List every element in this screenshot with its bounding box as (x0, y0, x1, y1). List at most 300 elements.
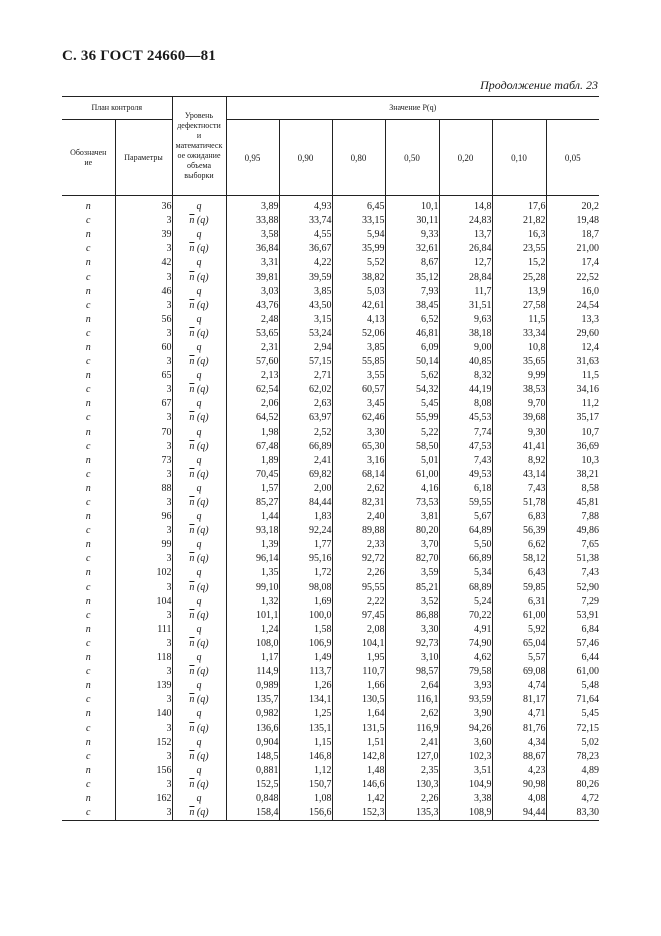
value-cell: 17,4 (546, 256, 599, 270)
table-row (62, 299, 599, 313)
value-cell: 27,58 (492, 299, 546, 313)
value-cell: 39,81 (226, 270, 279, 284)
symbol-cell: n (85, 454, 91, 466)
value-cell: 30,11 (385, 214, 439, 228)
value-cell: 108,0 (226, 637, 279, 651)
value-cell: 1,66 (332, 679, 385, 693)
level-cell: $\overline{n}$ (q) (172, 778, 226, 792)
value-cell: 16,0 (546, 285, 599, 299)
value-cell: 47,53 (439, 440, 492, 454)
value-cell: 95,16 (279, 552, 332, 566)
value-cell: 13,3 (546, 313, 599, 327)
p-column-header: 0,95 (226, 120, 279, 196)
value-cell: 116,1 (385, 693, 439, 707)
value-cell: 93,18 (226, 524, 279, 538)
value-cell: 62,46 (332, 411, 385, 425)
value-cell: 18,7 (546, 228, 599, 242)
value-cell: 79,58 (439, 665, 492, 679)
value-cell: 57,15 (279, 355, 332, 369)
value-cell: 53,65 (226, 327, 279, 341)
value-cell: 5,02 (546, 736, 599, 750)
value-cell: 64,89 (439, 524, 492, 538)
value-cell: 1,26 (279, 679, 332, 693)
value-cell: 11,2 (546, 397, 599, 411)
symbol-cell: c (86, 750, 91, 762)
value-cell: 36,84 (226, 242, 279, 256)
table-row (62, 524, 599, 538)
symbol-cell: n (85, 285, 91, 297)
symbol-cell: c (86, 666, 91, 678)
value-cell: 49,53 (439, 468, 492, 482)
value-cell: 1,35 (226, 566, 279, 580)
symbol-cell: n (85, 539, 91, 551)
value-cell: 68,14 (332, 468, 385, 482)
param-cell: 3 (115, 524, 172, 538)
table-row (62, 383, 599, 397)
value-cell: 65,04 (492, 637, 546, 651)
value-cell: 146,6 (332, 778, 385, 792)
value-header: Значение P(q) (226, 97, 599, 120)
value-cell: 38,53 (492, 383, 546, 397)
value-cell: 3,60 (439, 736, 492, 750)
value-cell: 33,34 (492, 327, 546, 341)
value-cell: 0,848 (226, 792, 279, 806)
level-cell: $\overline{n}$ (q) (172, 524, 226, 538)
value-cell: 110,7 (332, 665, 385, 679)
table-row (62, 679, 599, 693)
value-cell: 38,45 (385, 299, 439, 313)
value-cell: 2,33 (332, 538, 385, 552)
param-cell: 118 (115, 651, 172, 665)
value-cell: 34,16 (546, 383, 599, 397)
p-column-header: 0,20 (439, 120, 492, 196)
symbol-cell: n (85, 257, 91, 269)
value-cell: 1,42 (332, 792, 385, 806)
level-cell: $\overline{n}$ (q) (172, 299, 226, 313)
level-cell: $\overline{n}$ (q) (172, 609, 226, 623)
param-cell: 3 (115, 411, 172, 425)
level-cell: q (172, 510, 226, 524)
param-cell: 88 (115, 482, 172, 496)
value-cell: 7,43 (492, 482, 546, 496)
value-cell: 3,81 (385, 510, 439, 524)
symbol-cell: c (86, 243, 91, 255)
param-cell: 56 (115, 313, 172, 327)
level-cell: q (172, 341, 226, 355)
level-cell: q (172, 397, 226, 411)
value-cell: 74,90 (439, 637, 492, 651)
level-cell: $\overline{n}$ (q) (172, 440, 226, 454)
value-cell: 24,54 (546, 299, 599, 313)
value-cell: 3,55 (332, 369, 385, 383)
value-cell: 13,9 (492, 285, 546, 299)
value-cell: 2,31 (226, 341, 279, 355)
value-cell: 8,32 (439, 369, 492, 383)
value-cell: 10,3 (546, 454, 599, 468)
value-cell: 3,30 (385, 623, 439, 637)
table-row (62, 581, 599, 595)
table-row (62, 285, 599, 299)
value-cell: 1,49 (279, 651, 332, 665)
value-cell: 25,28 (492, 270, 546, 284)
symbol-cell: c (86, 271, 91, 283)
param-cell: 39 (115, 228, 172, 242)
value-cell: 69,08 (492, 665, 546, 679)
value-cell: 5,34 (439, 566, 492, 580)
value-cell: 1,44 (226, 510, 279, 524)
value-cell: 1,89 (226, 454, 279, 468)
value-cell: 94,26 (439, 721, 492, 735)
value-cell: 78,23 (546, 750, 599, 764)
param-cell: 46 (115, 285, 172, 299)
level-cell: q (172, 792, 226, 806)
value-cell: 11,5 (546, 369, 599, 383)
value-cell: 90,98 (492, 778, 546, 792)
symbol-cell: n (85, 511, 91, 523)
value-cell: 61,00 (492, 609, 546, 623)
value-cell: 2,22 (332, 595, 385, 609)
value-cell: 70,22 (439, 609, 492, 623)
value-cell: 6,83 (492, 510, 546, 524)
value-cell: 62,02 (279, 383, 332, 397)
value-cell: 60,57 (332, 383, 385, 397)
value-cell: 45,53 (439, 411, 492, 425)
value-cell: 20,2 (546, 196, 599, 215)
table-row (62, 214, 599, 228)
value-cell: 5,62 (385, 369, 439, 383)
value-cell: 104,9 (439, 778, 492, 792)
level-cell: q (172, 196, 226, 215)
value-cell: 3,45 (332, 397, 385, 411)
table-row (62, 196, 599, 215)
table-row (62, 369, 599, 383)
value-cell: 62,54 (226, 383, 279, 397)
value-cell: 19,48 (546, 214, 599, 228)
value-cell: 59,85 (492, 581, 546, 595)
value-cell: 1,48 (332, 764, 385, 778)
level-cell: $\overline{n}$ (q) (172, 665, 226, 679)
param-cell: 3 (115, 496, 172, 510)
value-cell: 53,24 (279, 327, 332, 341)
value-cell: 4,91 (439, 623, 492, 637)
param-cell: 3 (115, 214, 172, 228)
value-cell: 57,46 (546, 637, 599, 651)
value-cell: 85,27 (226, 496, 279, 510)
table-row (62, 228, 599, 242)
symbol-cell: c (86, 327, 91, 339)
value-cell: 1,77 (279, 538, 332, 552)
value-cell: 35,17 (546, 411, 599, 425)
value-cell: 11,5 (492, 313, 546, 327)
symbol-cell: n (85, 595, 91, 607)
value-cell: 2,41 (279, 454, 332, 468)
level-cell: q (172, 764, 226, 778)
value-cell: 21,82 (492, 214, 546, 228)
value-cell: 2,71 (279, 369, 332, 383)
symbol-cell: n (85, 764, 91, 776)
value-cell: 1,17 (226, 651, 279, 665)
value-cell: 0,904 (226, 736, 279, 750)
value-cell: 135,3 (385, 806, 439, 821)
param-cell: 42 (115, 256, 172, 270)
value-cell: 38,21 (546, 468, 599, 482)
param-cell: 3 (115, 440, 172, 454)
value-cell: 0,881 (226, 764, 279, 778)
symbol-cell: n (85, 567, 91, 579)
value-cell: 68,89 (439, 581, 492, 595)
value-cell: 85,21 (385, 581, 439, 595)
value-cell: 14,8 (439, 196, 492, 215)
symbol-cell: n (85, 652, 91, 664)
value-cell: 4,93 (279, 196, 332, 215)
value-cell: 82,31 (332, 496, 385, 510)
level-cell: $\overline{n}$ (q) (172, 637, 226, 651)
value-cell: 24,83 (439, 214, 492, 228)
value-cell: 52,90 (546, 581, 599, 595)
value-cell: 4,34 (492, 736, 546, 750)
level-cell: q (172, 369, 226, 383)
value-cell: 3,90 (439, 707, 492, 721)
table-row (62, 778, 599, 792)
table-row (62, 707, 599, 721)
value-cell: 2,13 (226, 369, 279, 383)
symbol-cell: c (86, 637, 91, 649)
value-cell: 39,68 (492, 411, 546, 425)
value-cell: 9,30 (492, 426, 546, 440)
value-cell: 1,24 (226, 623, 279, 637)
symbol-cell: c (86, 694, 91, 706)
data-table (62, 96, 599, 821)
value-cell: 2,63 (279, 397, 332, 411)
value-cell: 1,51 (332, 736, 385, 750)
value-cell: 4,71 (492, 707, 546, 721)
symbol-cell: n (85, 313, 91, 325)
param-cell: 99 (115, 538, 172, 552)
symbol-cell: n (85, 229, 91, 241)
value-cell: 3,51 (439, 764, 492, 778)
value-cell: 49,86 (546, 524, 599, 538)
value-cell: 92,72 (332, 552, 385, 566)
value-cell: 1,39 (226, 538, 279, 552)
value-cell: 50,14 (385, 355, 439, 369)
value-cell: 38,82 (332, 270, 385, 284)
value-cell: 29,60 (546, 327, 599, 341)
value-cell: 113,7 (279, 665, 332, 679)
value-cell: 57,60 (226, 355, 279, 369)
value-cell: 80,20 (385, 524, 439, 538)
value-cell: 5,24 (439, 595, 492, 609)
value-cell: 3,16 (332, 454, 385, 468)
level-cell: $\overline{n}$ (q) (172, 806, 226, 821)
value-cell: 69,82 (279, 468, 332, 482)
value-cell: 0,989 (226, 679, 279, 693)
value-cell: 1,98 (226, 426, 279, 440)
value-cell: 130,5 (332, 693, 385, 707)
param-cell: 3 (115, 806, 172, 821)
value-cell: 13,7 (439, 228, 492, 242)
value-cell: 61,00 (546, 665, 599, 679)
value-cell: 1,12 (279, 764, 332, 778)
value-cell: 92,73 (385, 637, 439, 651)
value-cell: 10,1 (385, 196, 439, 215)
symbol-header: Обозначение (70, 147, 107, 167)
symbol-cell: n (85, 736, 91, 748)
param-cell: 3 (115, 693, 172, 707)
param-cell: 3 (115, 609, 172, 623)
value-cell: 6,43 (492, 566, 546, 580)
value-cell: 114,9 (226, 665, 279, 679)
value-cell: 10,7 (546, 426, 599, 440)
level-cell: $\overline{n}$ (q) (172, 721, 226, 735)
table-row (62, 313, 599, 327)
table-row (62, 468, 599, 482)
value-cell: 6,09 (385, 341, 439, 355)
symbol-cell: c (86, 468, 91, 480)
table-row (62, 510, 599, 524)
value-cell: 66,89 (439, 552, 492, 566)
param-cell: 3 (115, 581, 172, 595)
value-cell: 26,84 (439, 242, 492, 256)
table-row (62, 806, 599, 821)
table-row (62, 496, 599, 510)
symbol-cell: n (85, 623, 91, 635)
value-cell: 3,70 (385, 538, 439, 552)
value-cell: 7,43 (546, 566, 599, 580)
table-row (62, 270, 599, 284)
table-row (62, 327, 599, 341)
value-cell: 142,8 (332, 750, 385, 764)
symbol-cell: n (85, 482, 91, 494)
table-row (62, 623, 599, 637)
value-cell: 2,94 (279, 341, 332, 355)
value-cell: 98,57 (385, 665, 439, 679)
table-row (62, 341, 599, 355)
value-cell: 21,00 (546, 242, 599, 256)
value-cell: 92,24 (279, 524, 332, 538)
value-cell: 4,13 (332, 313, 385, 327)
param-cell: 3 (115, 270, 172, 284)
value-cell: 58,12 (492, 552, 546, 566)
param-cell: 3 (115, 778, 172, 792)
value-cell: 131,5 (332, 721, 385, 735)
param-cell: 102 (115, 566, 172, 580)
value-cell: 6,31 (492, 595, 546, 609)
value-cell: 38,18 (439, 327, 492, 341)
value-cell: 96,14 (226, 552, 279, 566)
table-row (62, 355, 599, 369)
value-cell: 4,08 (492, 792, 546, 806)
value-cell: 8,92 (492, 454, 546, 468)
value-cell: 7,29 (546, 595, 599, 609)
param-cell: 3 (115, 355, 172, 369)
param-cell: 3 (115, 750, 172, 764)
param-cell: 3 (115, 242, 172, 256)
value-cell: 3,03 (226, 285, 279, 299)
value-cell: 86,88 (385, 609, 439, 623)
value-cell: 1,08 (279, 792, 332, 806)
table-row (62, 242, 599, 256)
value-cell: 8,08 (439, 397, 492, 411)
table-row (62, 750, 599, 764)
value-cell: 17,6 (492, 196, 546, 215)
symbol-cell: c (86, 384, 91, 396)
param-cell: 152 (115, 736, 172, 750)
value-cell: 5,45 (546, 707, 599, 721)
value-cell: 23,55 (492, 242, 546, 256)
value-cell: 106,9 (279, 637, 332, 651)
level-cell: q (172, 623, 226, 637)
symbol-cell: c (86, 525, 91, 537)
value-cell: 39,59 (279, 270, 332, 284)
symbol-cell: c (86, 778, 91, 790)
value-cell: 101,1 (226, 609, 279, 623)
value-cell: 33,74 (279, 214, 332, 228)
value-cell: 12,7 (439, 256, 492, 270)
value-cell: 22,52 (546, 270, 599, 284)
level-cell: $\overline{n}$ (q) (172, 411, 226, 425)
value-cell: 31,51 (439, 299, 492, 313)
symbol-cell: c (86, 609, 91, 621)
value-cell: 2,26 (385, 792, 439, 806)
param-cell: 104 (115, 595, 172, 609)
value-cell: 36,67 (279, 242, 332, 256)
value-cell: 7,65 (546, 538, 599, 552)
value-cell: 81,76 (492, 721, 546, 735)
value-cell: 83,30 (546, 806, 599, 821)
value-cell: 5,67 (439, 510, 492, 524)
level-cell: $\overline{n}$ (q) (172, 750, 226, 764)
value-cell: 4,16 (385, 482, 439, 496)
value-cell: 1,64 (332, 707, 385, 721)
symbol-cell: n (85, 426, 91, 438)
value-cell: 35,12 (385, 270, 439, 284)
table-row (62, 792, 599, 806)
table-row (62, 454, 599, 468)
param-cell: 156 (115, 764, 172, 778)
value-cell: 100,0 (279, 609, 332, 623)
value-cell: 35,99 (332, 242, 385, 256)
value-cell: 16,3 (492, 228, 546, 242)
table-row (62, 566, 599, 580)
value-cell: 3,30 (332, 426, 385, 440)
value-cell: 4,62 (439, 651, 492, 665)
value-cell: 94,44 (492, 806, 546, 821)
value-cell: 84,44 (279, 496, 332, 510)
symbol-cell: c (86, 440, 91, 452)
level-header: Уровень дефектности и математическое ожидание объема выборки (172, 97, 226, 196)
value-cell: 51,78 (492, 496, 546, 510)
param-cell: 67 (115, 397, 172, 411)
value-cell: 2,35 (385, 764, 439, 778)
value-cell: 158,4 (226, 806, 279, 821)
value-cell: 130,3 (385, 778, 439, 792)
value-cell: 56,39 (492, 524, 546, 538)
value-cell: 9,33 (385, 228, 439, 242)
level-cell: q (172, 426, 226, 440)
value-cell: 55,85 (332, 355, 385, 369)
value-cell: 2,26 (332, 566, 385, 580)
value-cell: 40,85 (439, 355, 492, 369)
value-cell: 5,03 (332, 285, 385, 299)
symbol-cell: n (85, 341, 91, 353)
value-cell: 35,65 (492, 355, 546, 369)
value-cell: 8,58 (546, 482, 599, 496)
params-header: Параметры (115, 120, 172, 196)
value-cell: 43,76 (226, 299, 279, 313)
value-cell: 72,15 (546, 721, 599, 735)
value-cell: 2,06 (226, 397, 279, 411)
value-cell: 5,94 (332, 228, 385, 242)
